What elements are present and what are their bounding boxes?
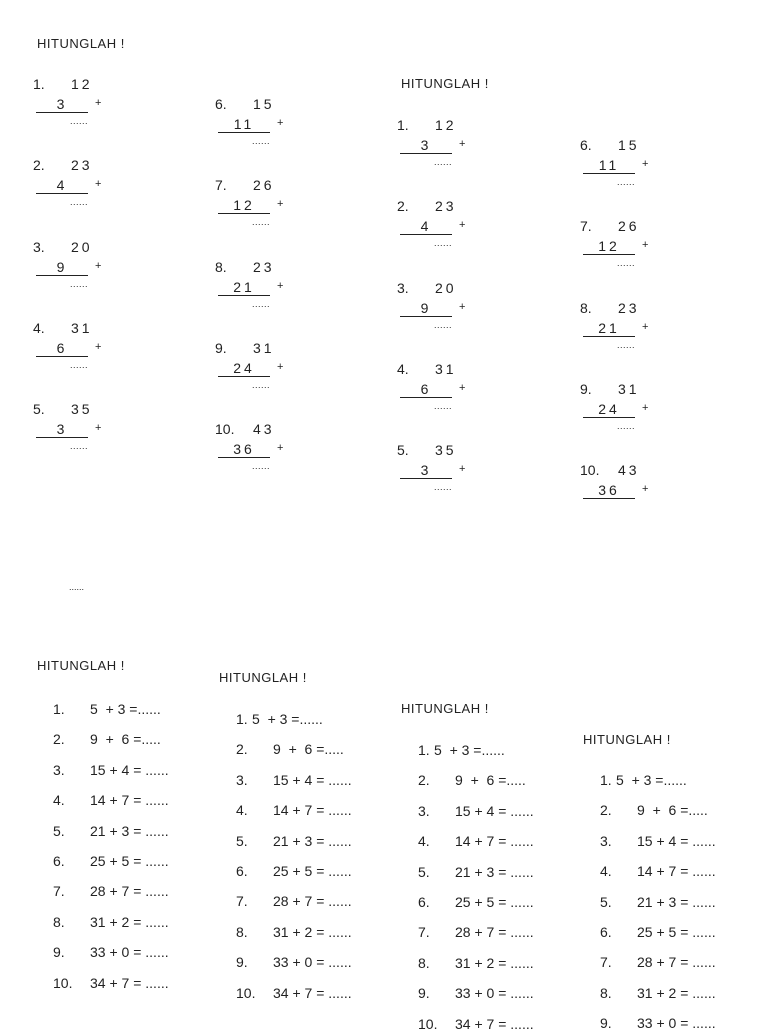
bottom-addend: 36 bbox=[583, 482, 635, 499]
item-expression: 5 + 3 =...... bbox=[90, 701, 161, 717]
item-number: 2. bbox=[236, 741, 248, 758]
item-expression: 21 + 3 = ...... bbox=[273, 832, 352, 849]
vertical-addition-problem bbox=[33, 320, 153, 384]
item-number: 8. bbox=[418, 954, 430, 971]
top-addend: 31 bbox=[71, 319, 93, 336]
item-number: 7. bbox=[418, 924, 430, 941]
item-expression: 14 + 7 = ...... bbox=[637, 863, 716, 880]
item-number: 3. bbox=[236, 771, 248, 788]
answer-blank: ...... bbox=[252, 298, 271, 309]
worksheet-a-title: HITUNGLAH ! bbox=[37, 36, 125, 51]
problem-number: 9. bbox=[580, 380, 592, 397]
answer-blank: ...... bbox=[252, 461, 271, 472]
plus-sign: + bbox=[277, 279, 284, 292]
vertical-addition-problem bbox=[33, 239, 153, 303]
answer-blank: ...... bbox=[252, 379, 271, 390]
item-expression: 28 + 7 = ...... bbox=[90, 883, 169, 900]
top-addend: 23 bbox=[71, 157, 93, 174]
answer-blank: ...... bbox=[617, 339, 636, 350]
bottom-addend: 9 bbox=[36, 259, 88, 276]
plus-sign: + bbox=[95, 97, 102, 109]
answer-blank: ...... bbox=[252, 217, 271, 228]
top-addend: 43 bbox=[618, 462, 640, 479]
plus-sign: + bbox=[642, 483, 649, 496]
bottom-addend: 11 bbox=[583, 157, 635, 174]
answer-blank: ...... bbox=[70, 359, 89, 370]
worksheet-b-title: HITUNGLAH ! bbox=[401, 76, 489, 91]
problem-number: 10. bbox=[215, 421, 235, 438]
item-number: 7. bbox=[53, 883, 65, 900]
item-number: 8. bbox=[600, 984, 612, 1001]
item-number: 4. bbox=[418, 833, 430, 850]
plus-sign: + bbox=[277, 442, 284, 455]
item-expression: 31 + 2 = ...... bbox=[273, 923, 352, 940]
list-title: HITUNGLAH ! bbox=[401, 701, 489, 716]
item-number: 2. bbox=[600, 802, 612, 819]
problem-number: 4. bbox=[397, 360, 409, 377]
bottom-addend: 4 bbox=[400, 218, 452, 235]
problem-number: 8. bbox=[215, 258, 227, 275]
item-expression: 28 + 7 = ...... bbox=[455, 924, 534, 941]
top-addend: 20 bbox=[435, 279, 457, 296]
plus-sign: + bbox=[95, 422, 102, 435]
bottom-addend: 6 bbox=[400, 381, 452, 398]
plus-sign: + bbox=[459, 463, 466, 476]
item-expression: 14 + 7 = ...... bbox=[90, 792, 169, 809]
item-expression: 14 + 7 = ...... bbox=[455, 833, 534, 850]
plus-sign: + bbox=[642, 401, 649, 414]
plus-sign: + bbox=[459, 219, 466, 232]
plus-sign: + bbox=[459, 138, 466, 150]
problem-number: 6. bbox=[215, 96, 227, 112]
item-number: 5. bbox=[53, 822, 65, 839]
plus-sign: + bbox=[642, 158, 649, 170]
vertical-addition-problem bbox=[215, 177, 335, 241]
plus-sign: + bbox=[277, 198, 284, 211]
bottom-addend: 36 bbox=[218, 441, 270, 458]
item-expression: 28 + 7 = ...... bbox=[637, 954, 716, 971]
item-number: 6. bbox=[600, 924, 612, 940]
item-number: 8. bbox=[236, 923, 248, 940]
item-expression: 31 + 2 = ...... bbox=[637, 984, 716, 1001]
vertical-addition-problem bbox=[397, 361, 517, 425]
item-number: 9. bbox=[418, 985, 430, 1002]
item-expression: 31 + 2 = ...... bbox=[455, 954, 534, 971]
bottom-addend: 11 bbox=[218, 116, 270, 133]
item-expression: 15 + 4 = ...... bbox=[273, 771, 352, 788]
top-addend: 15 bbox=[253, 96, 275, 112]
answer-blank: ...... bbox=[70, 278, 89, 289]
vertical-addition-problem bbox=[580, 137, 700, 201]
problem-number: 4. bbox=[33, 319, 45, 336]
item-expression: 33 + 0 = ...... bbox=[637, 1015, 716, 1032]
item-expression: 25 + 5 = ...... bbox=[90, 853, 169, 869]
bottom-addend: 24 bbox=[583, 401, 635, 418]
item-number: 1. bbox=[418, 742, 430, 758]
vertical-addition-problem bbox=[215, 340, 335, 404]
item-number: 6. bbox=[418, 894, 430, 910]
item-expression: 31 + 2 = ...... bbox=[90, 913, 169, 930]
plus-sign: + bbox=[459, 300, 466, 313]
top-addend: 35 bbox=[435, 442, 457, 459]
answer-blank: ...... bbox=[617, 177, 636, 187]
item-expression: 33 + 0 = ...... bbox=[455, 985, 534, 1002]
answer-blank: ...... bbox=[434, 400, 453, 411]
list-title: HITUNGLAH ! bbox=[219, 670, 307, 685]
answer-blank: ...... bbox=[434, 482, 453, 493]
stray-answer-blank: ...... bbox=[69, 582, 85, 592]
vertical-addition-problem bbox=[580, 381, 700, 445]
problem-number: 3. bbox=[397, 279, 409, 296]
bottom-addend: 3 bbox=[400, 137, 452, 154]
item-number: 4. bbox=[600, 863, 612, 880]
answer-blank: ...... bbox=[434, 238, 453, 249]
item-number: 9. bbox=[236, 954, 248, 971]
item-expression: 9 + 6 =..... bbox=[455, 772, 526, 789]
vertical-addition-problem bbox=[33, 76, 153, 140]
item-expression: 34 + 7 = ...... bbox=[455, 1015, 534, 1032]
problem-number: 2. bbox=[397, 198, 409, 215]
vertical-addition-problem bbox=[215, 421, 335, 485]
problem-number: 10. bbox=[580, 462, 600, 479]
item-expression: 21 + 3 = ...... bbox=[90, 822, 169, 839]
top-addend: 26 bbox=[618, 218, 640, 235]
item-expression: 34 + 7 = ...... bbox=[273, 984, 352, 1001]
item-expression: 5 + 3 =...... bbox=[252, 711, 323, 727]
item-number: 3. bbox=[600, 832, 612, 849]
bottom-addend: 3 bbox=[36, 421, 88, 438]
item-number: 4. bbox=[236, 802, 248, 819]
vertical-addition-problem bbox=[580, 218, 700, 282]
problem-number: 8. bbox=[580, 299, 592, 316]
item-number: 2. bbox=[53, 731, 65, 748]
item-number: 10. bbox=[418, 1015, 438, 1032]
vertical-addition-problem bbox=[215, 259, 335, 323]
item-expression: 33 + 0 = ...... bbox=[90, 944, 169, 961]
item-number: 10. bbox=[53, 974, 73, 991]
bottom-addend: 9 bbox=[400, 300, 452, 317]
bottom-addend: 21 bbox=[218, 279, 270, 296]
problem-number: 5. bbox=[33, 401, 45, 418]
answer-blank: ...... bbox=[70, 441, 89, 452]
vertical-addition-problem bbox=[580, 300, 700, 364]
top-addend: 23 bbox=[618, 299, 640, 316]
vertical-addition-problem bbox=[215, 96, 335, 160]
plus-sign: + bbox=[642, 239, 649, 252]
item-expression: 5 + 3 =...... bbox=[616, 772, 687, 788]
item-number: 6. bbox=[53, 853, 65, 869]
bottom-addend: 12 bbox=[583, 238, 635, 255]
plus-sign: + bbox=[277, 360, 284, 373]
problem-number: 6. bbox=[580, 137, 592, 153]
item-expression: 14 + 7 = ...... bbox=[273, 802, 352, 819]
top-addend: 31 bbox=[253, 339, 275, 356]
top-addend: 26 bbox=[253, 177, 275, 194]
item-expression: 9 + 6 =..... bbox=[90, 731, 161, 748]
item-expression: 21 + 3 = ...... bbox=[637, 893, 716, 910]
vertical-addition-problem bbox=[33, 401, 153, 465]
item-number: 1. bbox=[53, 701, 65, 717]
vertical-addition-problem bbox=[397, 117, 517, 181]
item-number: 7. bbox=[600, 954, 612, 971]
problem-number: 1. bbox=[33, 76, 45, 92]
item-expression: 15 + 4 = ...... bbox=[637, 832, 716, 849]
item-number: 8. bbox=[53, 913, 65, 930]
plus-sign: + bbox=[95, 259, 102, 272]
top-addend: 31 bbox=[618, 380, 640, 397]
vertical-addition-problem bbox=[580, 462, 700, 526]
problem-number: 9. bbox=[215, 339, 227, 356]
answer-blank: ...... bbox=[434, 157, 453, 167]
problem-number: 7. bbox=[580, 218, 592, 235]
problem-number: 2. bbox=[33, 157, 45, 174]
problem-number: 3. bbox=[33, 238, 45, 255]
top-addend: 12 bbox=[71, 76, 93, 92]
list-title: HITUNGLAH ! bbox=[37, 658, 125, 673]
vertical-addition-problem bbox=[397, 442, 517, 506]
item-number: 3. bbox=[418, 802, 430, 819]
item-number: 5. bbox=[418, 863, 430, 880]
bottom-addend: 21 bbox=[583, 320, 635, 337]
bottom-addend: 24 bbox=[218, 360, 270, 377]
bottom-addend: 12 bbox=[218, 197, 270, 214]
item-number: 2. bbox=[418, 772, 430, 789]
answer-blank: ...... bbox=[434, 319, 453, 330]
vertical-addition-problem bbox=[397, 198, 517, 262]
top-addend: 43 bbox=[253, 421, 275, 438]
plus-sign: + bbox=[459, 381, 466, 394]
plus-sign: + bbox=[642, 320, 649, 333]
item-number: 5. bbox=[236, 832, 248, 849]
bottom-addend: 6 bbox=[36, 340, 88, 357]
top-addend: 31 bbox=[435, 360, 457, 377]
answer-blank: ...... bbox=[617, 420, 636, 431]
item-number: 7. bbox=[236, 893, 248, 910]
answer-blank: ...... bbox=[70, 197, 89, 208]
top-addend: 23 bbox=[435, 198, 457, 215]
item-number: 1. bbox=[600, 772, 612, 788]
item-number: 5. bbox=[600, 893, 612, 910]
list-title: HITUNGLAH ! bbox=[583, 732, 671, 747]
item-expression: 15 + 4 = ...... bbox=[455, 802, 534, 819]
vertical-addition-problem bbox=[33, 157, 153, 221]
top-addend: 35 bbox=[71, 401, 93, 418]
bottom-addend: 3 bbox=[36, 96, 88, 113]
item-expression: 25 + 5 = ...... bbox=[637, 924, 716, 940]
item-expression: 15 + 4 = ...... bbox=[90, 761, 169, 778]
item-number: 9. bbox=[53, 944, 65, 961]
top-addend: 15 bbox=[618, 137, 640, 153]
top-addend: 20 bbox=[71, 238, 93, 255]
answer-blank: ...... bbox=[617, 258, 636, 269]
item-expression: 9 + 6 =..... bbox=[637, 802, 708, 819]
item-number: 10. bbox=[236, 984, 256, 1001]
plus-sign: + bbox=[95, 340, 102, 353]
item-expression: 5 + 3 =...... bbox=[434, 742, 505, 758]
item-expression: 25 + 5 = ...... bbox=[455, 894, 534, 910]
answer-blank: ...... bbox=[70, 116, 89, 126]
answer-blank: ...... bbox=[252, 136, 271, 146]
item-number: 1. bbox=[236, 711, 248, 727]
plus-sign: + bbox=[277, 117, 284, 129]
item-expression: 34 + 7 = ...... bbox=[90, 974, 169, 991]
item-number: 4. bbox=[53, 792, 65, 809]
top-addend: 23 bbox=[253, 258, 275, 275]
bottom-addend: 3 bbox=[400, 462, 452, 479]
item-number: 6. bbox=[236, 863, 248, 879]
item-number: 3. bbox=[53, 761, 65, 778]
top-addend: 12 bbox=[435, 117, 457, 133]
item-expression: 33 + 0 = ...... bbox=[273, 954, 352, 971]
vertical-addition-problem bbox=[397, 280, 517, 344]
item-number: 9. bbox=[600, 1015, 612, 1032]
problem-number: 1. bbox=[397, 117, 409, 133]
item-expression: 28 + 7 = ...... bbox=[273, 893, 352, 910]
problem-number: 5. bbox=[397, 442, 409, 459]
bottom-addend: 4 bbox=[36, 177, 88, 194]
item-expression: 25 + 5 = ...... bbox=[273, 863, 352, 879]
problem-number: 7. bbox=[215, 177, 227, 194]
plus-sign: + bbox=[95, 178, 102, 191]
item-expression: 21 + 3 = ...... bbox=[455, 863, 534, 880]
item-expression: 9 + 6 =..... bbox=[273, 741, 344, 758]
